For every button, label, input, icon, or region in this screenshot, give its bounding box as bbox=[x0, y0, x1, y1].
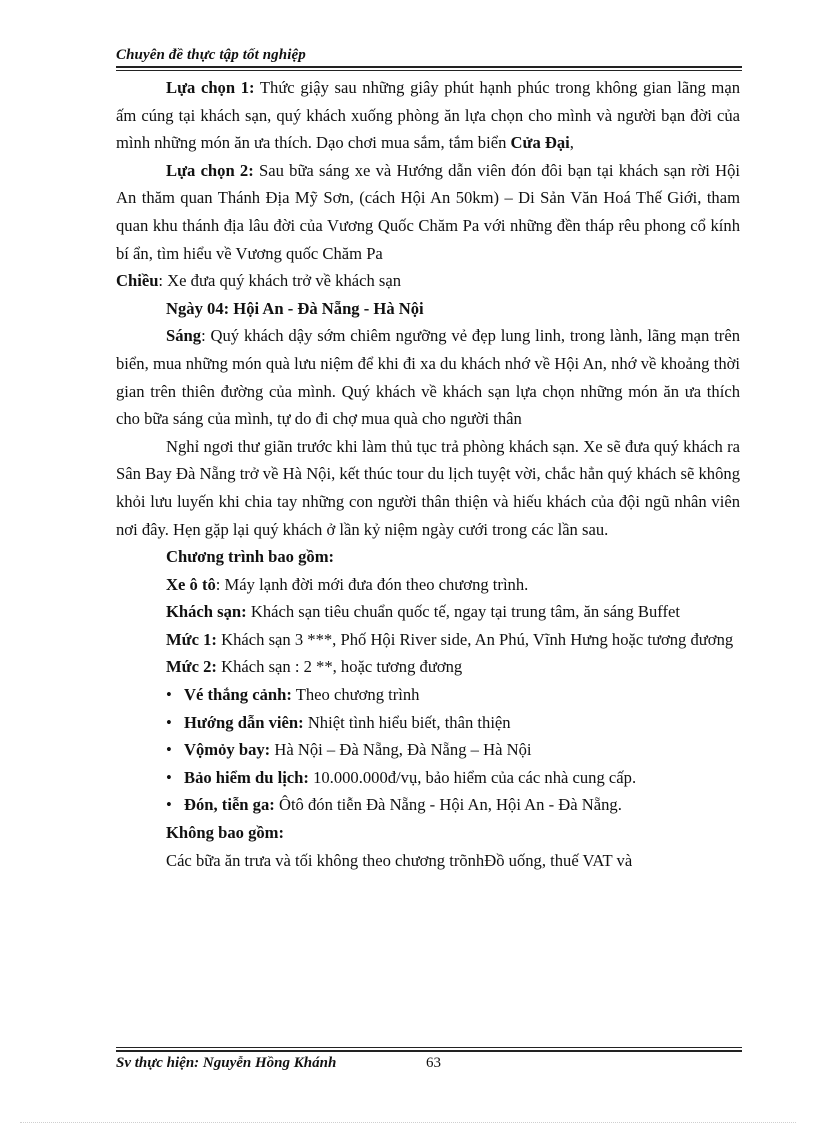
bullet-icon: • bbox=[166, 767, 172, 787]
paragraph-excludes: Các bữa ăn trưa và tối không theo chương trõnhĐồ uống, thuế VAT và bbox=[166, 850, 633, 870]
bullet-icon: • bbox=[166, 685, 172, 705]
paragraph-car bbox=[116, 571, 740, 599]
option-2-label: Lựa chọn 2: bbox=[166, 160, 254, 180]
level-1-label: Mức 1: bbox=[166, 629, 217, 649]
option-1-bold-place: Cửa Đại bbox=[510, 133, 570, 153]
bullet-icon: • bbox=[166, 795, 172, 815]
list-item-label: Vộmỏy bay: bbox=[184, 740, 271, 760]
list-item-text: 10.000.000đ/vụ, bảo hiểm của các nhà cung cấp. bbox=[308, 767, 637, 787]
option-1-text: Thức giậy sau những giây phút hạnh phúc trong không gian lãng mạn ấm cúng tại khách sạn, quý khách xuống phòng ăn lựa chọn cho mình và người bạn đời của mình những món ăn ưa thích. Dạo chơi mua sắm, tắm biển bbox=[116, 78, 741, 153]
option-1-tail: , bbox=[569, 133, 574, 153]
paragraph-option-1 bbox=[116, 74, 740, 157]
list-item bbox=[116, 764, 740, 792]
paragraph-checkout: Nghỉ ngơi thư giãn trước khi làm thủ tục trả phòng khách sạn. Xe sẽ đưa quý khách ra Sân Bay Đà Nẵng trở về Hà Nội, kết thúc tour du lịch tuyệt vời, chắc hẳn quý khách sẽ không khỏi lưu luyến khi chia tay những con người thân thiện và hiếu khách của đội ngũ nhân viên nơi đây. Hẹn gặp lại quý khách ở lần kỷ niệm ngày cưới trong các lần sau. bbox=[116, 436, 740, 539]
list-item bbox=[116, 709, 740, 737]
paragraph-level-1 bbox=[116, 626, 740, 654]
header-rule-thick bbox=[116, 66, 742, 68]
option-2-text: Sau bữa sáng xe và Hướng dẫn viên đón đôi bạn tại khách sạn rời Hội An thăm quan Thánh Địa Mỹ Sơn, (cách Hội An 50km) – Di Sản Văn Hoá Thế Giới, tham quan khu thánh địa lâu đời của Vương Quốc Chăm Pa với những đền tháp rêu phong cổ kính bí ẩn, tìm hiểu về Vương quốc Chăm Pa bbox=[116, 160, 741, 263]
footer-author: Sv thực hiện: Nguyễn Hồng Khánh bbox=[116, 1055, 337, 1071]
header-rule-thin bbox=[116, 70, 742, 71]
morning-text: : Quý khách dậy sớm chiêm ngưỡng vẻ đẹp lung linh, trong lành, lãng mạn trên biển, mua những món quà lưu niệm để khi đi xa du khách nhớ về Hội An, nhớ về khoảng thời gian trên thiên đường của mình. Quý khách về khách sạn lựa chọn những món ăn ưa thích cho bữa sáng của mình, tự do đi chợ mua quà cho người thân bbox=[116, 326, 740, 429]
list-item-label: Đón, tiễn ga: bbox=[184, 795, 275, 815]
day-4-heading: Ngày 04: Hội An - Đà Nẵng - Hà Nội bbox=[166, 298, 424, 318]
list-item bbox=[116, 681, 740, 709]
level-1-text: Khách sạn 3 ***, Phố Hội River side, An Phú, Vĩnh Hưng hoặc tương đương bbox=[216, 629, 734, 649]
list-item-label: Bảo hiểm du lịch: bbox=[184, 767, 309, 787]
includes-heading: Chương trình bao gồm: bbox=[166, 547, 335, 567]
paragraph-afternoon bbox=[116, 267, 740, 295]
hotel-label: Khách sạn: bbox=[166, 602, 247, 622]
footer-rule-thick bbox=[116, 1050, 742, 1052]
list-item-label: Hướng dẫn viên: bbox=[184, 712, 304, 732]
list-item bbox=[116, 791, 740, 819]
car-label: Xe ô tô bbox=[166, 574, 216, 594]
document-body bbox=[116, 74, 740, 874]
hotel-text: Khách sạn tiêu chuẩn quốc tế, ngay tại trung tâm, ăn sáng Buffet bbox=[246, 602, 680, 622]
page-number: 63 bbox=[426, 1055, 441, 1071]
level-2-text: Khách sạn : 2 **, hoặc tương đương bbox=[216, 657, 463, 677]
list-item bbox=[116, 736, 740, 764]
list-item-text: Hà Nội – Đà Nẵng, Đà Nẵng – Hà Nội bbox=[270, 740, 532, 760]
paragraph-hotel bbox=[116, 598, 740, 626]
list-item-text: Theo chương trình bbox=[291, 685, 420, 705]
paragraph-morning bbox=[116, 322, 740, 432]
bullet-icon: • bbox=[166, 712, 172, 732]
afternoon-label: Chiều bbox=[116, 271, 159, 291]
included-services-list bbox=[116, 681, 740, 819]
option-1-label: Lựa chọn 1: bbox=[166, 78, 255, 97]
list-item-label: Vé thắng cảnh: bbox=[184, 685, 292, 705]
page-header-title: Chuyên đề thực tập tốt nghiệp bbox=[116, 47, 306, 63]
paragraph-level-2 bbox=[116, 653, 740, 681]
afternoon-text: : Xe đưa quý khách trở về khách sạn bbox=[158, 271, 402, 291]
excludes-heading: Không bao gồm: bbox=[166, 823, 285, 843]
list-item-text: Ôtô đón tiễn Đà Nẵng - Hội An, Hội An - Đà Nẵng. bbox=[274, 795, 622, 815]
car-text: : Máy lạnh đời mới đưa đón theo chương trình. bbox=[215, 574, 529, 594]
morning-label: Sáng bbox=[166, 326, 202, 346]
level-2-label: Mức 2: bbox=[166, 657, 217, 677]
list-item-text: Nhiệt tình hiểu biết, thân thiện bbox=[303, 712, 511, 732]
paragraph-option-2 bbox=[116, 157, 740, 267]
footer-rule-thin bbox=[116, 1047, 742, 1048]
bullet-icon: • bbox=[166, 740, 172, 760]
